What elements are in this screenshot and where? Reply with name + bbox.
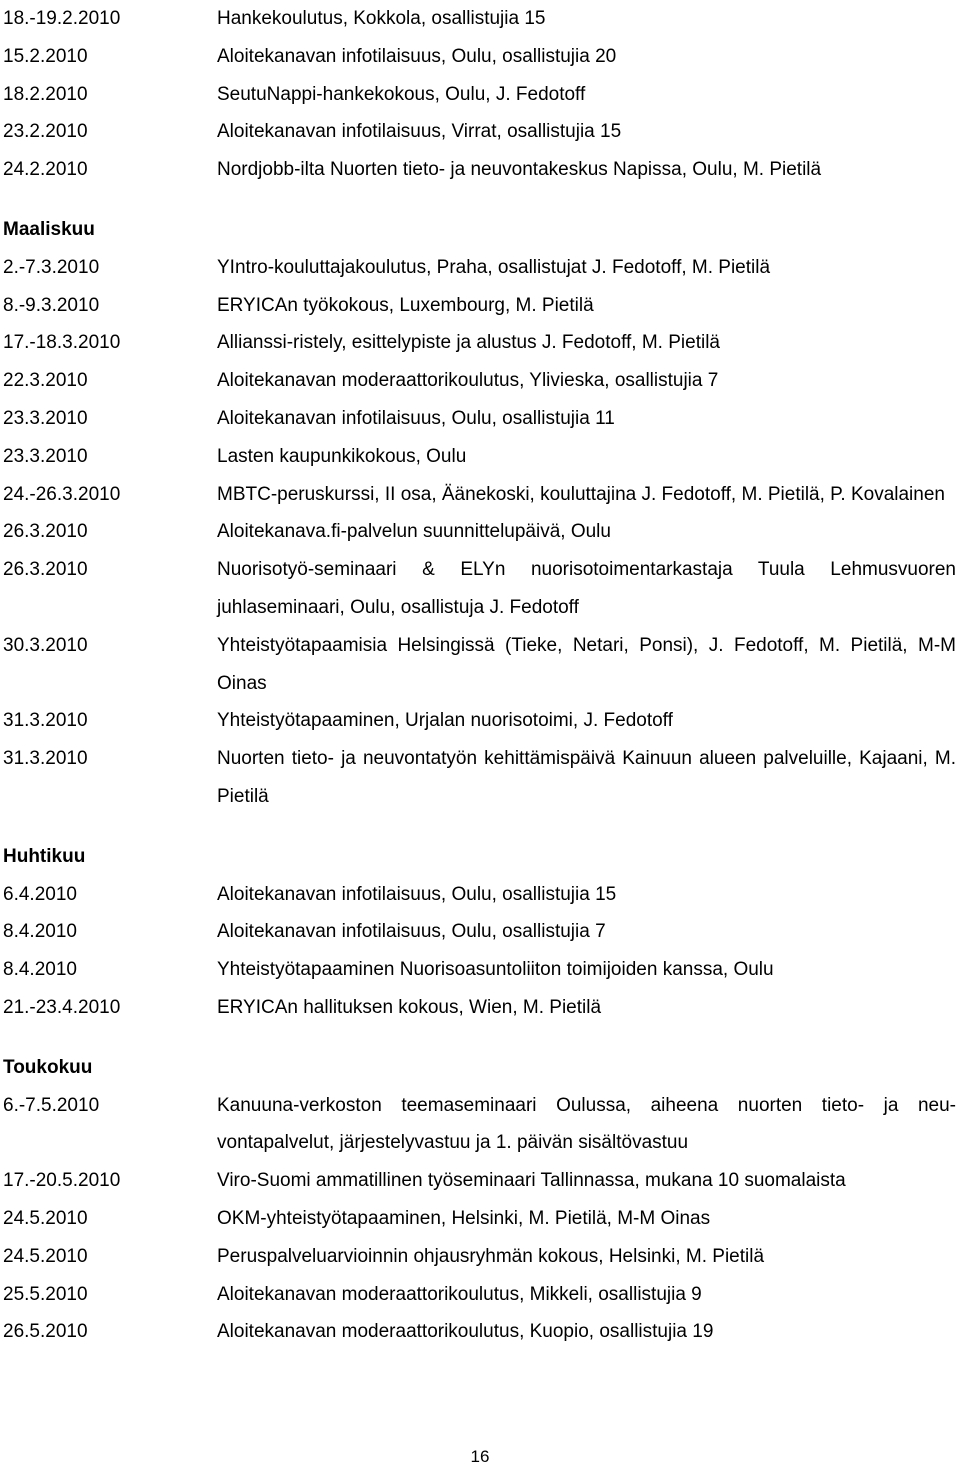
month-section xyxy=(3,1049,958,1351)
entry-date: 6.-7.5.2010 xyxy=(3,1094,100,1116)
entry-description: Lasten kaupunkikokous, Oulu xyxy=(217,445,467,467)
entry-description: Aloitekanavan infotilaisuus, Oulu, osallistujia 20 xyxy=(217,45,617,67)
entry-row xyxy=(3,627,958,703)
entry-description: Aloitekanavan infotilaisuus, Oulu, osallistujia 11 xyxy=(217,407,615,429)
entry-row xyxy=(3,740,958,816)
entry-row xyxy=(3,1162,958,1200)
month-section xyxy=(3,211,958,816)
entry-description: Nordjobb-ilta Nuorten tieto- ja neuvontakeskus Napissa, Oulu, M. Pietilä xyxy=(217,159,822,181)
entry-date: 24.2.2010 xyxy=(3,159,88,181)
entry-description: Nuorten tieto- ja neuvontatyön kehittämispäivä Kainuun alueen palveluille, Kajaani, M. Pietilä xyxy=(217,748,956,807)
entry-description: Peruspalveluarvioinnin ohjausryhmän kokous, Helsinki, M. Pietilä xyxy=(217,1245,765,1267)
entry-row xyxy=(3,38,958,76)
entry-date: 6.4.2010 xyxy=(3,883,77,905)
entry-date: 23.3.2010 xyxy=(3,407,88,429)
entry-description: Yhteistyötapaamisia Helsingissä (Tieke, Netari, Ponsi), J. Fedotoff, M. Pietilä, M-M Oinas xyxy=(217,634,956,694)
entry-row xyxy=(3,1276,958,1314)
entry-description: Yhteistyötapaaminen, Urjalan nuorisotoimi, J. Fedotoff xyxy=(217,710,673,732)
month-heading: Huhtikuu xyxy=(3,845,86,867)
entry-date: 22.3.2010 xyxy=(3,370,88,392)
entry-description: Aloitekanava.fi-palvelun suunnittelupäivä, Oulu xyxy=(217,521,611,543)
entry-date: 26.5.2010 xyxy=(3,1321,88,1343)
entry-description: Aloitekanavan infotilaisuus, Oulu, osallistujia 15 xyxy=(217,883,617,905)
entry-row xyxy=(3,362,958,400)
entry-description: Aloitekanavan moderaattorikoulutus, Ylivieska, osallistujia 7 xyxy=(217,370,719,392)
entry-row xyxy=(3,951,958,989)
entry-row xyxy=(3,913,958,951)
entry-date: 17.-18.3.2010 xyxy=(3,332,121,354)
document-body xyxy=(3,0,958,1351)
entry-row xyxy=(3,551,958,627)
entry-row xyxy=(3,1238,958,1276)
entry-date: 17.-20.5.2010 xyxy=(3,1170,121,1192)
entry-date: 25.5.2010 xyxy=(3,1283,88,1305)
entry-row xyxy=(3,151,958,189)
entry-date: 23.3.2010 xyxy=(3,445,88,467)
entry-date: 18.2.2010 xyxy=(3,83,88,105)
entry-date: 31.3.2010 xyxy=(3,748,88,770)
entry-row xyxy=(3,249,958,287)
entry-row xyxy=(3,76,958,114)
month-sections xyxy=(3,211,958,1351)
entry-date: 8.-9.3.2010 xyxy=(3,294,100,316)
entry-description: Hankekoulutus, Kokkola, osallistujia 15 xyxy=(217,8,546,29)
entry-date: 30.3.2010 xyxy=(3,634,88,656)
entry-row xyxy=(3,876,958,914)
entry-date: 31.3.2010 xyxy=(3,710,88,732)
entry-row xyxy=(3,1087,958,1163)
entry-row xyxy=(3,324,958,362)
entry-description: SeutuNappi-hankekokous, Oulu, J. Fedotoff xyxy=(217,83,586,105)
page-number: 16 xyxy=(470,1447,490,1466)
entry-description: Aloitekanavan infotilaisuus, Virrat, osallistujia 15 xyxy=(217,121,622,143)
entry-date: 21.-23.4.2010 xyxy=(3,996,121,1018)
entry-description: Aloitekanavan moderaattorikoulutus, Mikkeli, osallistujia 9 xyxy=(217,1283,702,1305)
entry-row xyxy=(3,1313,958,1351)
entry-description: MBTC-peruskurssi, II osa, Äänekoski, kouluttajina J. Fedotoff, M. Pietilä, P. Kovalainen xyxy=(217,483,945,505)
entry-date: 24.5.2010 xyxy=(3,1207,88,1229)
entry-row xyxy=(3,513,958,551)
entry-date: 24.5.2010 xyxy=(3,1245,88,1267)
entry-date: 8.4.2010 xyxy=(3,921,77,943)
entry-row xyxy=(3,989,958,1027)
entry-date: 26.3.2010 xyxy=(3,559,88,581)
entry-row xyxy=(3,702,958,740)
intro-entries xyxy=(3,0,958,189)
entry-row xyxy=(3,0,958,38)
entry-description: ERYICAn työkokous, Luxembourg, M. Pietilä xyxy=(217,294,594,316)
entry-description: Kanuuna-verkoston teemaseminaari Oulussa, aiheena nuorten tieto- ja neuvontapalvelut, järjestelyvastuu ja 1. päivän sisältövastuu xyxy=(217,1094,956,1154)
entry-date: 15.2.2010 xyxy=(3,45,88,67)
entry-date: 8.4.2010 xyxy=(3,959,77,981)
entry-date: 23.2.2010 xyxy=(3,121,88,143)
entry-row xyxy=(3,113,958,151)
entry-description: Viro-Suomi ammatillinen työseminaari Tallinnassa, mukana 10 suomalaista xyxy=(217,1170,846,1192)
entry-description: Allianssi-ristely, esittelypiste ja alustus J. Fedotoff, M. Pietilä xyxy=(217,332,720,354)
entry-description: Yhteistyötapaaminen Nuorisoasuntoliiton toimijoiden kanssa, Oulu xyxy=(217,959,774,981)
month-section xyxy=(3,838,958,1027)
entry-date: 2.-7.3.2010 xyxy=(3,256,100,278)
entry-date: 18.-19.2.2010 xyxy=(3,8,121,29)
entry-row xyxy=(3,1200,958,1238)
entry-description: ERYICAn hallituksen kokous, Wien, M. Pietilä xyxy=(217,996,602,1018)
entry-description: Aloitekanavan infotilaisuus, Oulu, osallistujia 7 xyxy=(217,921,606,943)
entry-date: 24.-26.3.2010 xyxy=(3,483,121,505)
entry-description: YIntro-kouluttajakoulutus, Praha, osallistujat J. Fedotoff, M. Pietilä xyxy=(217,256,771,278)
month-heading: Maaliskuu xyxy=(3,218,95,240)
entry-row xyxy=(3,400,958,438)
entry-description: OKM-yhteistyötapaaminen, Helsinki, M. Pietilä, M-M Oinas xyxy=(217,1207,711,1229)
month-heading: Toukokuu xyxy=(3,1056,93,1078)
entry-description: Nuorisotyö-seminaari & ELYn nuorisotoimentarkastaja Tuula Lehmusvuoren juhlaseminaari, Oulu, osallistuja J. Fedotoff xyxy=(217,559,956,618)
entry-row xyxy=(3,287,958,325)
entry-row xyxy=(3,476,958,514)
entry-description: Aloitekanavan moderaattorikoulutus, Kuopio, osallistujia 19 xyxy=(217,1321,714,1343)
entry-row xyxy=(3,438,958,476)
entry-date: 26.3.2010 xyxy=(3,521,88,543)
